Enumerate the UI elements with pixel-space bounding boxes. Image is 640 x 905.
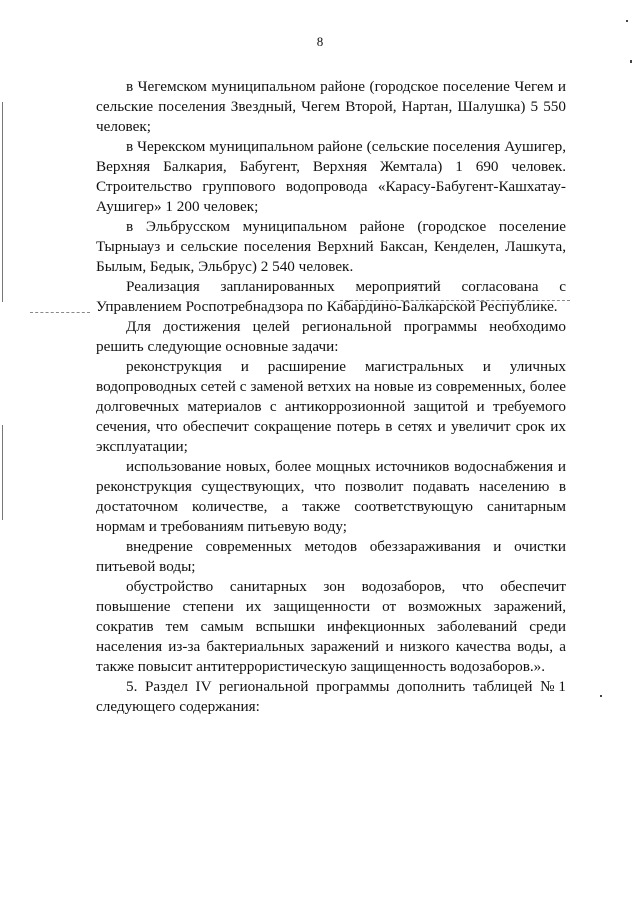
scan-mark: [626, 20, 628, 22]
scan-mark: [600, 695, 602, 697]
scan-line: [30, 312, 90, 314]
paragraph-task-disinfection: внедрение современных методов обеззараживания и очистки питьевой воды;: [96, 538, 566, 575]
scan-mark: [630, 60, 632, 63]
paragraph-agreement: Реализация запланированных мероприятий согласована с Управлением Роспотребнадзора по Кабардино-Балкарской Республике.: [96, 278, 566, 315]
page-number: 8: [316, 34, 324, 49]
scan-mark: [2, 102, 3, 302]
paragraph-elbrus: в Эльбрусском муниципальном районе (городское поселение Тырныауз и сельские поселения Верхний Баксан, Кенделен, Лашкута, Былым, Бедык, Эльбрус) 2 540 человек.: [96, 218, 566, 275]
paragraph-goals: Для достижения целей региональной программы необходимо решить следующие основные задачи:: [96, 318, 566, 355]
paragraph-task-sources: использование новых, более мощных источников водоснабжения и реконструкция существующих, что позволит подавать населению в достаточном количестве, а также соответствующую санитарным нормам и требованиям питьевую воду;: [96, 458, 566, 535]
document-body: [96, 77, 566, 717]
paragraph-task-networks: реконструкция и расширение магистральных и уличных водопроводных сетей с заменой ветхих на новые из современных, более долговечных материалов с антикоррозионной защитой и требуемого сечения, что обеспечит сокращение потерь в сетях и увеличит срок их эксплуатации;: [96, 358, 566, 455]
paragraph-task-sanitary-zones: обустройство санитарных зон водозаборов, что обеспечит повышение степени их защищенности от возможных заражений, сократив тем самым вспышки инфекционных заболеваний среди населения из-за бактериальных заражений и низкого качества воды, а также повысит антитеррористическую защищенность водозаборов.».: [96, 578, 566, 675]
scan-mark: [2, 425, 3, 520]
paragraph-cherek: в Черекском муниципальном районе (сельские поселения Аушигер, Верхняя Балкария, Бабугент, Верхняя Жемтала) 1 690 человек. Строительство группового водопровода «Карасу-Бабугент-Кашхатау-Аушигер» 1 200 человек;: [96, 138, 566, 215]
paragraph-chegem: в Чегемском муниципальном районе (городское поселение Чегем и сельские поселения Звездный, Чегем Второй, Нартан, Шалушка) 5 550 человек;: [96, 78, 566, 135]
paragraph-section-iv: 5. Раздел IV региональной программы дополнить таблицей №1 следующего содержания:: [96, 678, 566, 715]
